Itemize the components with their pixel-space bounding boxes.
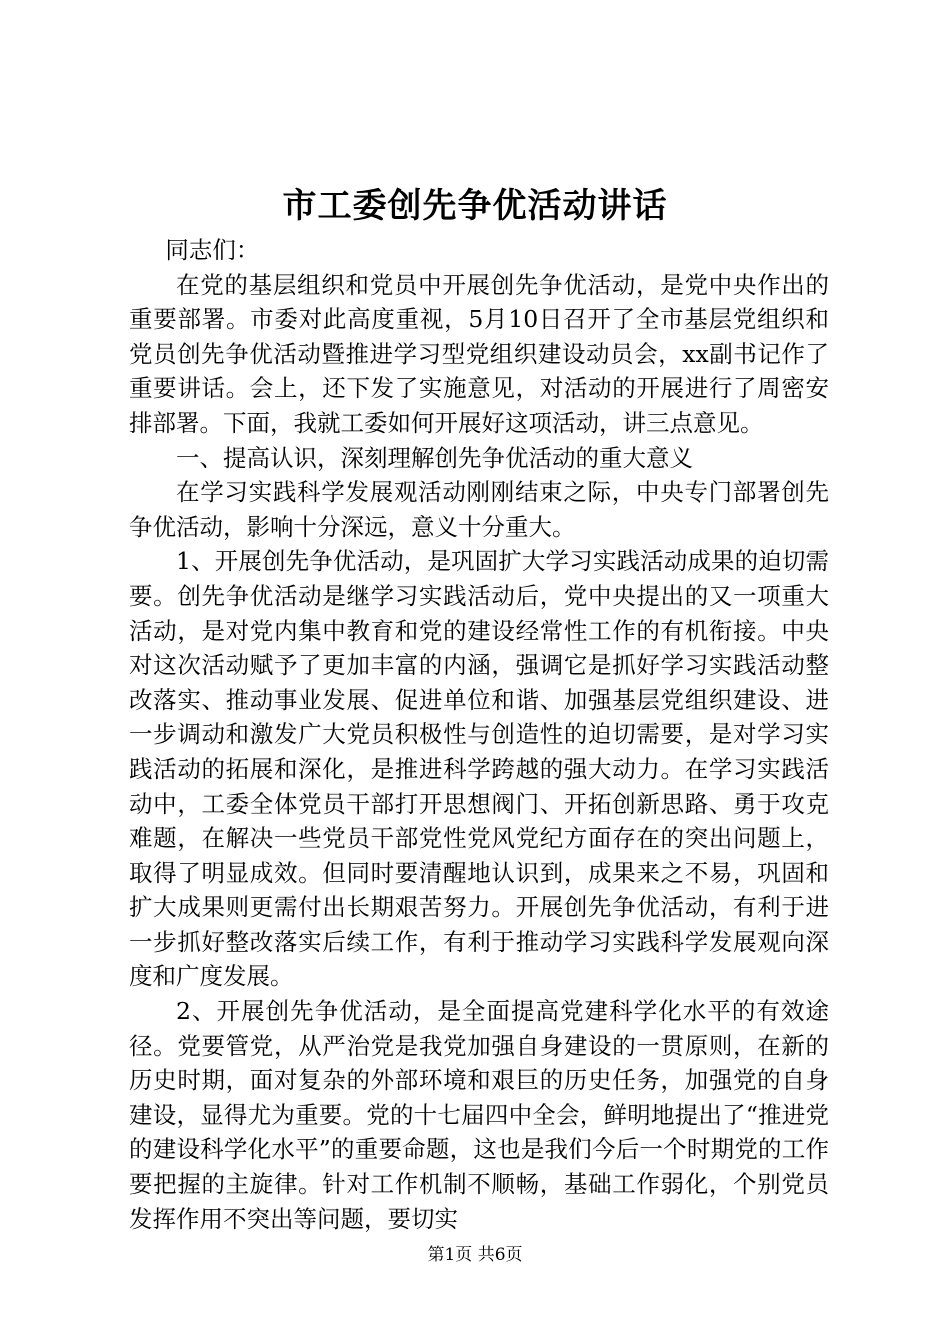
point-2-paragraph: 2、开展创先争优活动，是全面提高党建科学化水平的有效途径。党要管党，从严治党是我党加强自身建设的一贯原则，在新的历史时期，面对复杂的外部环境和艰巨的历史任务，加强党的自身建设，显得尤为重要。党的十七届四中全会，鲜明地提出了“推进党的建设科学化水平”的重要命题，这也是我们今后一个时期党的工作要把握的主旋律。针对工作机制不顺畅，基础工作弱化，个别党员发挥作用不突出等问题，要切实 <box>129 997 829 1233</box>
document-title: 市工委创先争优活动讲话 <box>282 186 668 226</box>
section-1-intro-paragraph: 在学习实践科学发展观活动刚刚结束之际，中央专门部署创先争优活动，影响十分深远，意义十分重大。 <box>129 478 829 541</box>
greeting-paragraph: 同志们： <box>165 236 260 264</box>
intro-paragraph: 在党的基层组织和党员中开展创先争优活动，是党中央作出的重要部署。市委对此高度重视，5月10日召开了全市基层党组织和党员创先争优活动暨推进学习型党组织建设动员会，xx副书记作了重要讲话。会上，还下发了实施意见，对活动的开展进行了周密安排部署。下面，我就工委如何开展好这项活动，讲三点意见。 <box>129 270 829 437</box>
document-body <box>129 233 829 1236</box>
section-heading-1: 一、提高认识，深刻理解创先争优活动的重大意义 <box>176 443 693 472</box>
page-indicator: 第1页 共6页 <box>427 1245 523 1265</box>
point-1-paragraph: 1、开展创先争优活动，是巩固扩大学习实践活动成果的迫切需要。创先争优活动是继学习实践活动后，党中央提出的又一项重大活动，是对党内集中教育和党的建设经常性工作的有机衔接。中央对这次活动赋予了更加丰富的内涵，强调它是抓好学习实践活动整改落实、推动事业发展、促进单位和谐、加强基层党组织建设、进一步调动和激发广大党员积极性与创造性的迫切需要，是对学习实践活动的拓展和深化，是推进科学跨越的强大动力。在学习实践活动中，工委全体党员干部打开思想阀门、开拓创新思路、勇于攻克难题，在解决一些党员干部党性党风党纪方面存在的突出问题上，取得了明显成效。但同时要清醒地认识到，成果来之不易，巩固和扩大成果则更需付出长期艰苦努力。开展创先争优活动，有利于进一步抓好整改落实后续工作，有利于推动学习实践科学发展观向深度和广度发展。 <box>129 547 829 991</box>
